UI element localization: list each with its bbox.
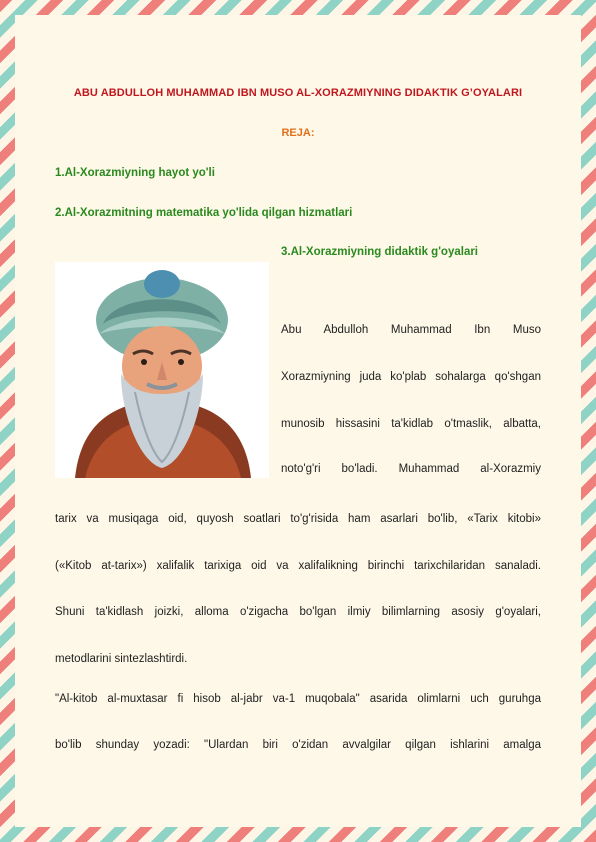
paragraph-1-line-2: Xorazmiyning juda ko'plab sohalarga qo'shgan xyxy=(281,371,541,383)
paragraph-1-line-8: metodlarini sintezlashtirdi. xyxy=(55,653,188,665)
paragraph-1-line-5: tarix va musiqaga oid, quyosh soatlari to'g'risida ham asarlari bo'lib, «Tarix kitobi» xyxy=(55,513,541,525)
plan-item-3: 3.Al-Xorazmiyning didaktik g'oyalari xyxy=(281,246,479,258)
paragraph-1-line-4: noto'g'ri bo'ladi. Muhammad al-Xorazmiy xyxy=(281,463,541,475)
paragraph-2-line-2: bo'lib shunday yozadi: "Ulardan biri o'zidan avvalgilar qilgan ishlarini amalga xyxy=(55,739,541,751)
scholar-portrait-illustration xyxy=(55,262,269,478)
document-title: ABU ABDULLOH MUHAMMAD IBN MUSO AL-XORAZMIYNING DIDAKTIK G’OYALARI xyxy=(73,87,523,99)
plan-item-2: 2.Al-Xorazmitning matematika yo'lida qilgan hizmatlari xyxy=(55,207,353,219)
plan-heading: REJA: xyxy=(281,127,315,139)
paragraph-1-line-6: («Kitob at-tarix») xalifalik tarixiga oid va xalifalikning birinchi tarixchilaridan sanaladi. xyxy=(55,560,541,572)
plan-item-1: 1.Al-Xorazmiyning hayot yo'li xyxy=(55,167,215,179)
scholar-portrait xyxy=(55,262,269,478)
paragraph-1-line-3: munosib hissasini ta'kidlab o'tmaslik, albatta, xyxy=(281,418,541,430)
paragraph-2-line-1: "Al-kitob al-muxtasar fi hisob al-jabr va-1 muqobala" asarida olimlarni uch guruhga xyxy=(55,693,541,705)
paragraph-1-line-7: Shuni ta'kidlash joizki, alloma o'zigacha bo'lgan ilmiy bilimlarning asosiy g'oyalari, xyxy=(55,606,541,618)
paragraph-1-line-1: Abu Abdulloh Muhammad Ibn Muso xyxy=(281,324,541,336)
